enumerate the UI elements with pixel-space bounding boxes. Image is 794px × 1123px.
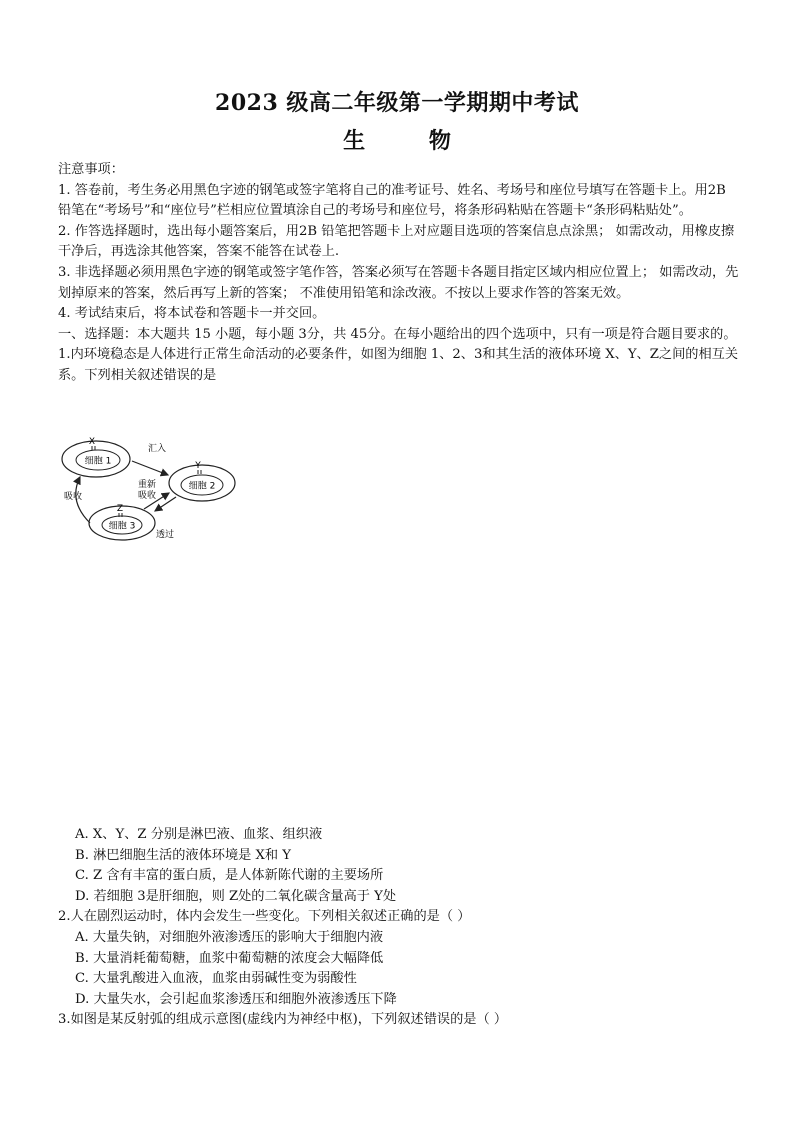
q1-option-d: D. 若细胞 3是肝细胞，则 Z处的二氧化碳含量高于 Y处 [75, 888, 397, 904]
note-item: 3. 非选择题必须用黑色字迹的钢笔或签字笔作答，答案必须写在答题卡各题目指定区域内相应位置上； 如需改动，先划掉原来的答案，然后再写上新的答案； 不准使用铅笔和涂改液。不按以上要求作答的答案无效。 [58, 264, 739, 301]
exam-body [58, 160, 742, 387]
cell-2-group [169, 461, 235, 501]
x-label: X [88, 437, 96, 447]
note-item: 1. 答卷前，考生务必用黑色字迹的钢笔或签字笔将自己的准考证号、姓名、考场号和座位号填写在答题卡上。用2B 铅笔在“考场号”和“座位号”栏相应位置填涂自己的考场号和座位号，将条形码粘贴在答题卡“条形码粘贴处”。 [58, 182, 726, 219]
q2-option-c: C. 大量乳酸进入血液，血浆由弱碱性变为弱酸性 [75, 971, 357, 987]
cell-1-label: 细胞 1 [84, 456, 112, 467]
xishou-label: 吸收 [64, 492, 83, 502]
y-label: Y [195, 461, 201, 471]
touguo-label: 透过 [156, 530, 175, 540]
options-area [58, 825, 742, 1031]
note-item: 2. 作答选择题时，选出每小题答案后，用2B 铅笔把答题卡上对应题目选项的答案信息点涂黑； 如需改动，用橡皮擦干净后，再选涂其他答案，答案不能答在试卷上. [58, 223, 735, 260]
note-item: 4. 考试结束后，将本试卷和答题卡一并交回。 [58, 306, 326, 322]
chongxin-label: 重新 [138, 480, 157, 490]
notes-heading: 注意事项： [58, 162, 124, 177]
cell-2-label: 细胞 2 [188, 481, 216, 492]
cell-3-label: 细胞 3 [108, 521, 136, 532]
section-intro: 一、选择题：本大题共 15 小题，每小题 3分，共 45分。在每小题给出的四个选项中，只有一项是符合题目要求的。 [58, 326, 737, 342]
cell-3-group [89, 504, 155, 540]
exam-title: 2023 级高二年级第一学期期中考试 [215, 90, 579, 116]
q1-option-a: A. X、Y、Z 分别是淋巴液、血浆、组织液 [75, 827, 323, 842]
question-3-stem: 3.如图是某反射弧的组成示意图(虚线内为神经中枢)，下列叙述错误的是（ ） [58, 1012, 508, 1028]
q2-option-a: A. 大量失钠，对细胞外液渗透压的影响大于细胞内液 [75, 929, 384, 945]
q1-option-b: B. 淋巴细胞生活的液体环境是 X和 Y [75, 847, 291, 863]
question-2-stem: 2.人在剧烈运动时，体内会发生一些变化。下列相关叙述正确的是（ ） [58, 909, 471, 925]
subject-title: 生 物 [343, 128, 479, 154]
q2-option-d: D. 大量失水，会引起血浆渗透压和细胞外液渗透压下降 [75, 991, 397, 1007]
q1-figure [58, 431, 238, 543]
cell-1-group [62, 437, 130, 477]
z-label: Z [116, 504, 124, 514]
question-1-stem: 1.内环境稳态是人体进行正常生命活动的必要条件，如图为细胞 1、2、3和其生活的液体环境 X、Y、Z之间的相互关系。下列相关叙述错误的是 [58, 347, 739, 383]
arrow-x-to-y [132, 461, 168, 475]
q2-option-b: B. 大量消耗葡萄糖，血浆中葡萄糖的浓度会大幅降低 [75, 950, 384, 966]
arrow-y-to-z [155, 497, 176, 511]
chongxin2-label: 吸收 [138, 491, 157, 501]
q1-option-c: C. Z 含有丰富的蛋白质，是人体新陈代谢的主要场所 [75, 868, 384, 884]
huiru-label: 汇入 [148, 444, 167, 454]
